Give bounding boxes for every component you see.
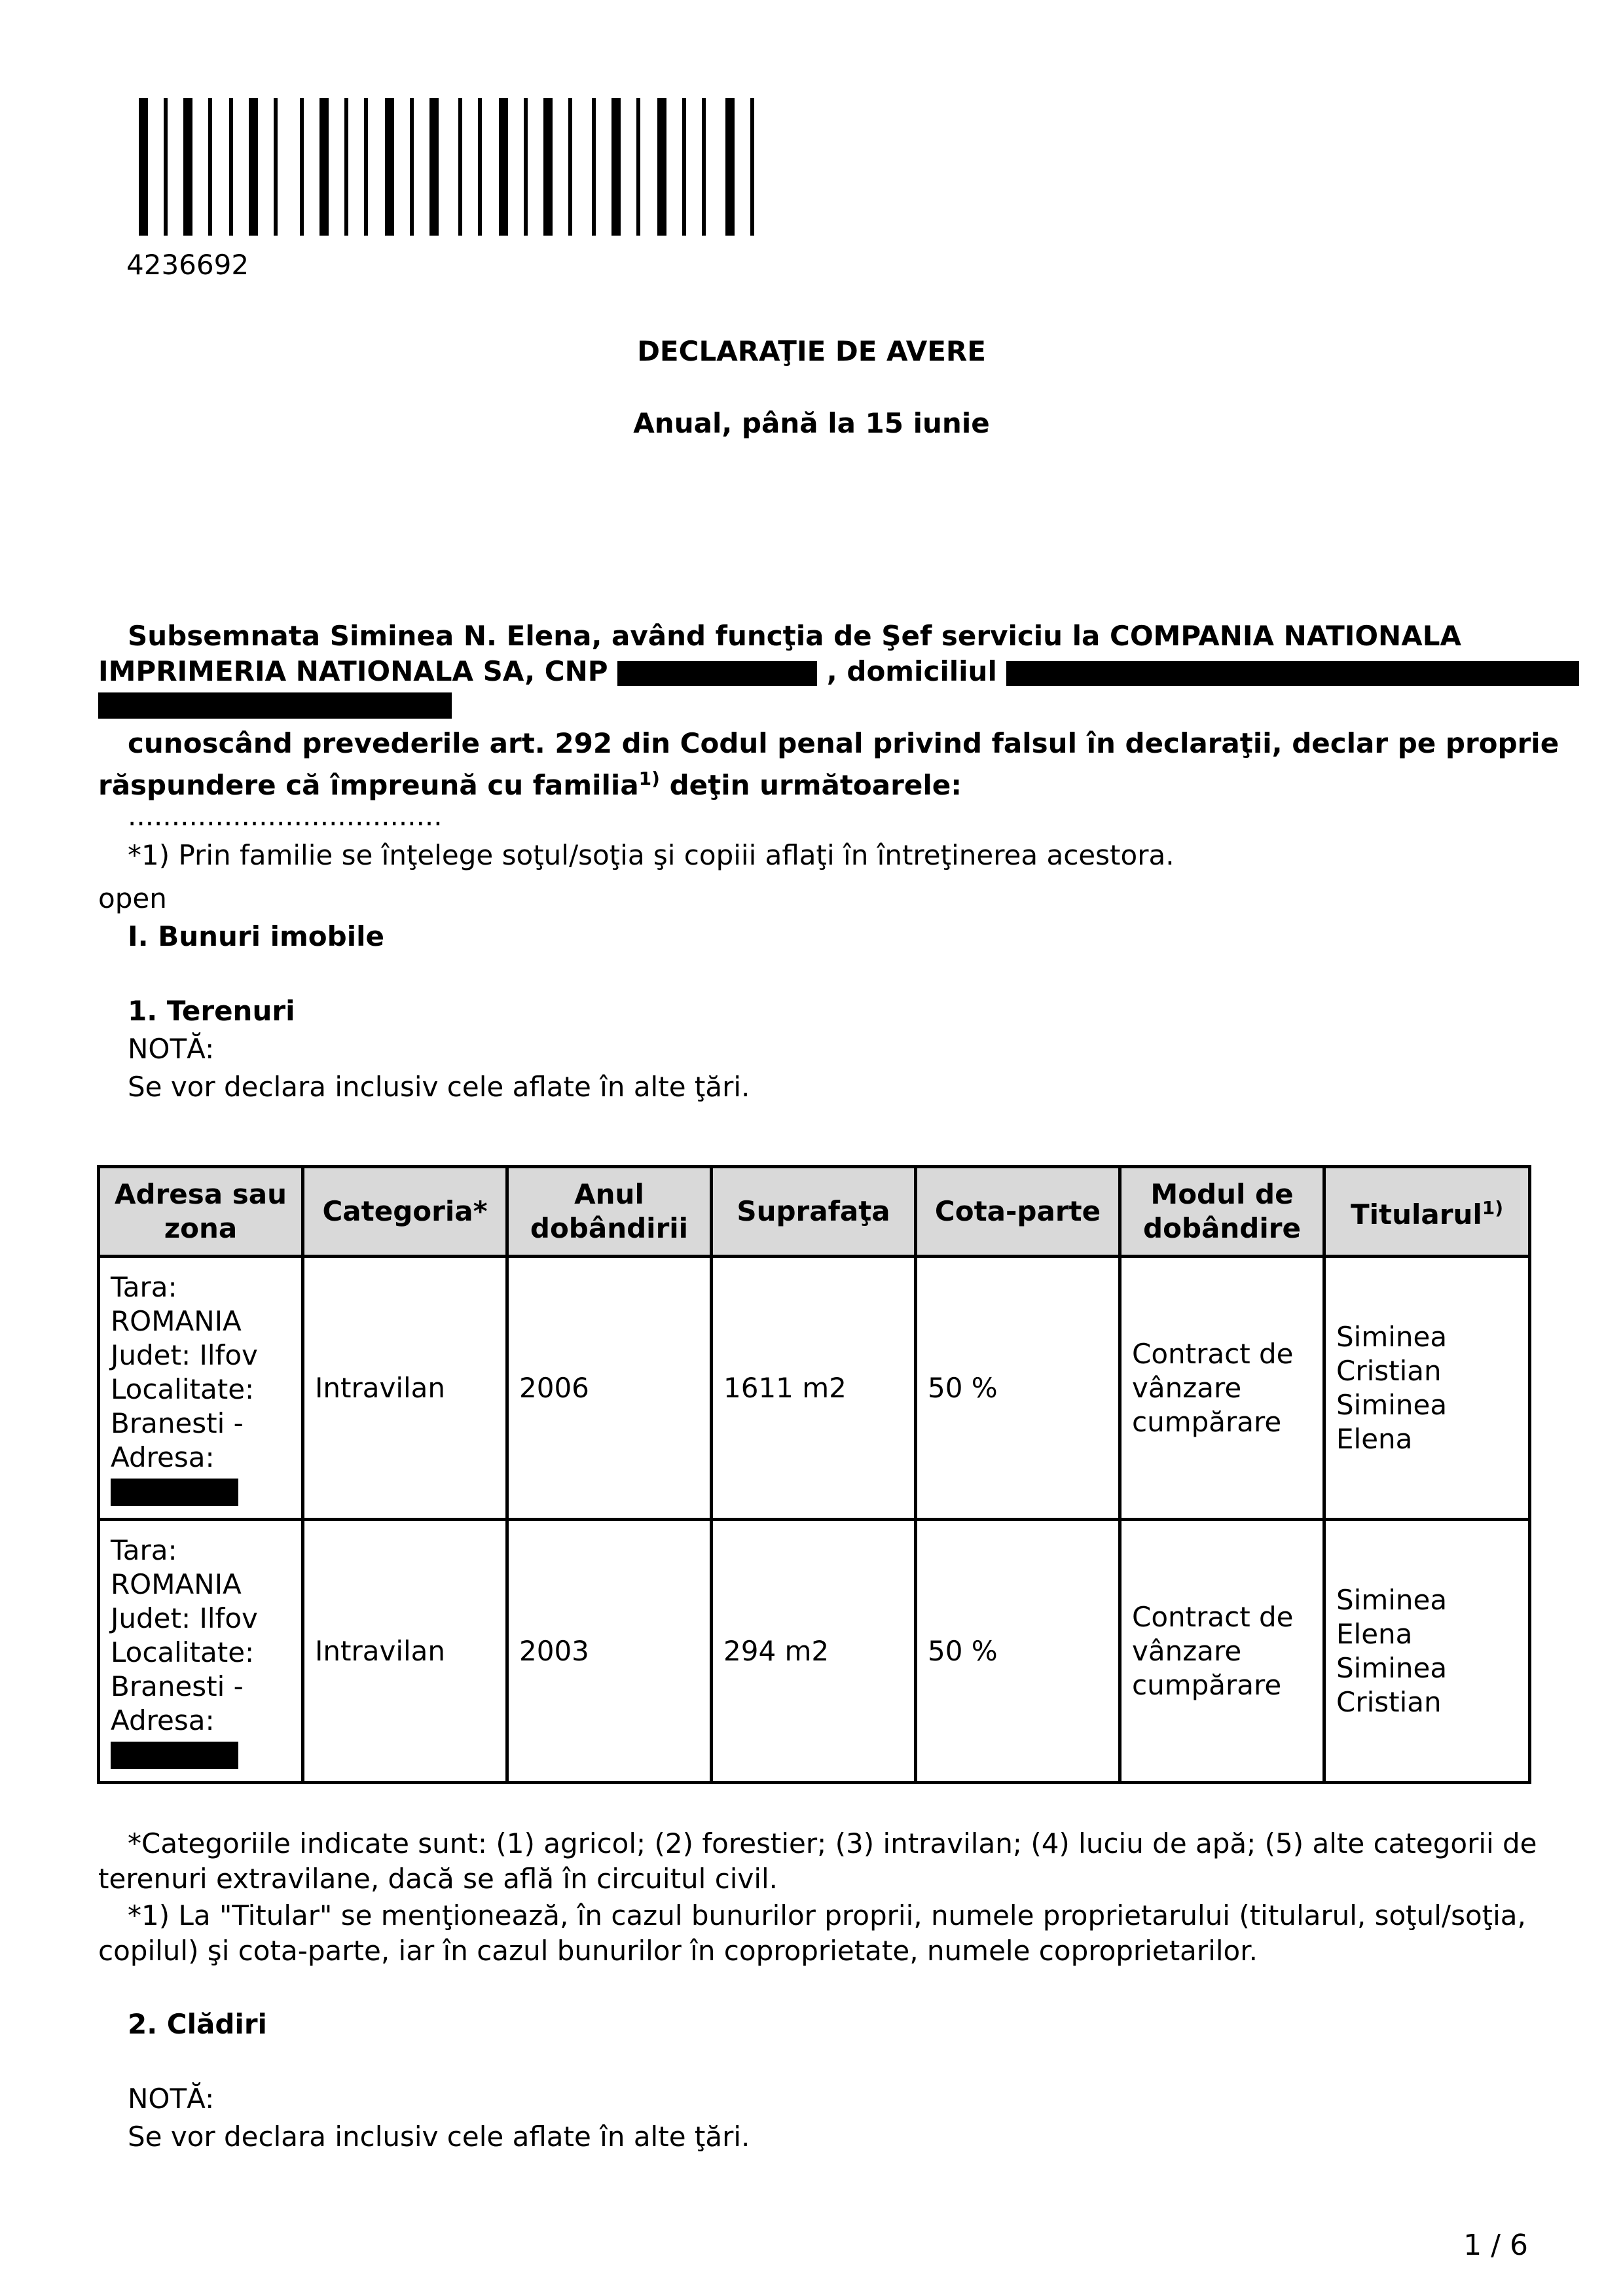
barcode-number: 4236692 bbox=[126, 249, 249, 281]
note-label: NOTĂ: bbox=[128, 1033, 215, 1065]
owner-line: Siminea bbox=[1336, 1320, 1448, 1353]
document-subtitle: Anual, până la 15 iunie bbox=[633, 407, 990, 439]
redacted-domicile bbox=[1006, 661, 1579, 686]
cell-year: 2003 bbox=[507, 1520, 712, 1783]
owner-line: Elena bbox=[1336, 1617, 1413, 1650]
document-title: DECLARAŢIE DE AVERE bbox=[637, 335, 986, 367]
cell-category: Intravilan bbox=[303, 1257, 507, 1520]
cell-mode: Contract de vânzare cumpărare bbox=[1120, 1520, 1324, 1783]
cell-area: 294 m2 bbox=[712, 1520, 916, 1783]
cell-area: 1611 m2 bbox=[712, 1257, 916, 1520]
note-text: Se vor declara inclusiv cele aflate în alte ţări. bbox=[128, 1071, 750, 1103]
family-footnote: *1) Prin familie se înţelege soţul/soţia şi copiii aflaţi în întreţinerea acestora. bbox=[128, 839, 1175, 871]
intro-line-2a: IMPRIMERIA NATIONALA SA, CNP bbox=[98, 655, 608, 687]
cell-share: 50 % bbox=[916, 1520, 1120, 1783]
table-header-row bbox=[99, 1167, 1530, 1257]
cell-owner bbox=[1324, 1257, 1530, 1520]
intro-line-2 bbox=[98, 654, 1579, 689]
categories-footnote-1: *Categoriile indicate sunt: (1) agricol; (2) forestier; (3) intravilan; (4) luciu de apă; (5) alte categorii de bbox=[128, 1827, 1537, 1859]
categories-footnote-2: terenuri extravilane, dacă se află în circuitul civil. bbox=[98, 1863, 778, 1895]
intro-line-4b: deţin următoarele: bbox=[669, 769, 962, 801]
owner-line: Cristian bbox=[1336, 1354, 1442, 1387]
header-owner-label: Titularul bbox=[1350, 1198, 1482, 1230]
cell-share: 50 % bbox=[916, 1257, 1120, 1520]
cell-mode: Contract de vânzare cumpărare bbox=[1120, 1257, 1324, 1520]
redacted-cnp bbox=[617, 661, 817, 686]
subsection-terenuri-heading: 1. Terenuri bbox=[128, 995, 295, 1027]
address-line: Tara: bbox=[111, 1534, 177, 1566]
address-line: Branesti - bbox=[111, 1670, 244, 1702]
dotted-line: .................................... bbox=[128, 800, 443, 832]
redacted-address bbox=[111, 1742, 238, 1769]
titular-footnote-1: *1) La "Titular" se menţionează, în cazul bunurilor proprii, numele proprietarului (titularul, soţul/soţia, bbox=[128, 1899, 1526, 1931]
owner-line: Siminea bbox=[1336, 1651, 1448, 1684]
header-area: Suprafaţa bbox=[712, 1167, 916, 1257]
address-line: Tara: bbox=[111, 1270, 177, 1303]
cell-year: 2006 bbox=[507, 1257, 712, 1520]
barcode-image bbox=[139, 98, 885, 236]
redacted-address bbox=[111, 1479, 238, 1506]
address-line: ROMANIA bbox=[111, 1304, 242, 1337]
table-row bbox=[99, 1257, 1530, 1520]
intro-line-4a: răspundere că împreună cu familia bbox=[98, 769, 639, 801]
cell-category: Intravilan bbox=[303, 1520, 507, 1783]
page-number: 1 / 6 bbox=[1463, 2229, 1528, 2262]
owner-line: Siminea bbox=[1336, 1388, 1448, 1421]
cell-address bbox=[99, 1257, 303, 1520]
terenuri-table bbox=[97, 1165, 1531, 1784]
header-owner bbox=[1324, 1167, 1530, 1257]
address-line: Adresa: bbox=[111, 1704, 215, 1736]
subsection-cladiri-heading: 2. Clădiri bbox=[128, 2008, 267, 2040]
header-category: Categoria* bbox=[303, 1167, 507, 1257]
owner-line: Elena bbox=[1336, 1422, 1413, 1455]
address-line: Judet: Ilfov bbox=[111, 1338, 258, 1371]
table-row bbox=[99, 1520, 1530, 1783]
header-mode: Modul de dobândire bbox=[1120, 1167, 1324, 1257]
header-owner-sup: 1) bbox=[1482, 1197, 1504, 1219]
cell-address bbox=[99, 1520, 303, 1783]
note-text-2: Se vor declara inclusiv cele aflate în alte ţări. bbox=[128, 2121, 750, 2153]
owner-line: Siminea bbox=[1336, 1583, 1448, 1616]
intro-line-4 bbox=[98, 761, 962, 803]
note-label-2: NOTĂ: bbox=[128, 2083, 215, 2115]
address-line: Branesti - bbox=[111, 1407, 244, 1439]
cell-owner bbox=[1324, 1520, 1530, 1783]
header-share: Cota-parte bbox=[916, 1167, 1120, 1257]
header-year: Anul dobândirii bbox=[507, 1167, 712, 1257]
section-1-heading: I. Bunuri imobile bbox=[128, 920, 385, 952]
address-line: Localitate: bbox=[111, 1636, 255, 1668]
intro-line-2b: , domiciliul bbox=[826, 655, 997, 687]
intro-line-3: cunoscând prevederile art. 292 din Codul penal privind falsul în declaraţii, declar pe proprie bbox=[128, 727, 1559, 759]
titular-footnote-2: copilul) şi cota-parte, iar în cazul bunurilor în coproprietate, numele coproprietarilor. bbox=[98, 1935, 1258, 1967]
address-line: Adresa: bbox=[111, 1441, 215, 1473]
owner-line: Cristian bbox=[1336, 1685, 1442, 1718]
intro-line-1: Subsemnata Siminea N. Elena, având funcţia de Şef serviciu la COMPANIA NATIONALA bbox=[128, 620, 1461, 652]
intro-sup: 1) bbox=[638, 768, 660, 789]
redacted-domicile-cont bbox=[98, 692, 452, 719]
address-line: Judet: Ilfov bbox=[111, 1602, 258, 1634]
address-line: Localitate: bbox=[111, 1372, 255, 1405]
address-line: ROMANIA bbox=[111, 1568, 242, 1600]
open-label: open bbox=[98, 882, 167, 914]
header-address: Adresa sau zona bbox=[99, 1167, 303, 1257]
